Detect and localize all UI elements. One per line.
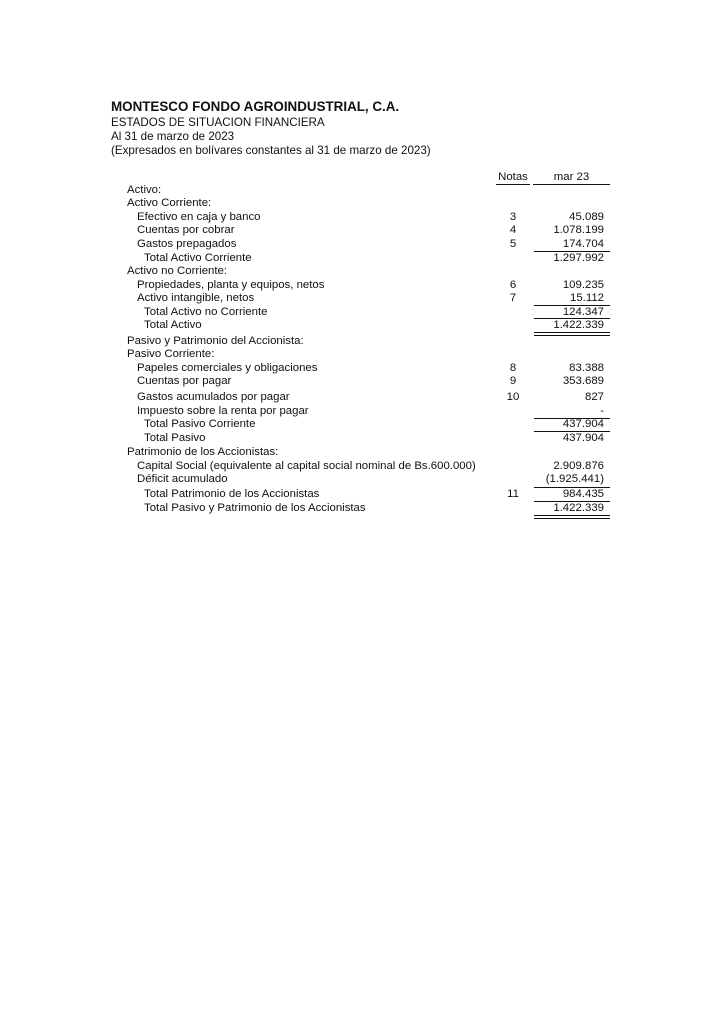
row-value: 437.904 [562, 418, 604, 430]
row-value: 124.347 [562, 306, 604, 318]
row-value: 83.388 [569, 362, 604, 374]
row-note: 10 [506, 391, 520, 403]
table-row [0, 278, 724, 292]
row-value: (1.925.441) [545, 473, 604, 485]
section-heading-pasivo-patrimonio [0, 334, 724, 348]
row-value: 1.422.339 [553, 502, 604, 514]
table-row [0, 472, 724, 486]
row-note: 11 [507, 488, 519, 500]
row-label: Gastos prepagados [137, 238, 237, 250]
total-row-pasivo [0, 431, 724, 445]
table-row [0, 390, 724, 404]
column-header-notes: Notas [496, 170, 530, 185]
total-row-patrimonio [0, 487, 724, 501]
row-note: 8 [509, 362, 517, 374]
row-value: 45.089 [569, 211, 604, 223]
row-value: 109.235 [562, 279, 604, 291]
row-label: Papeles comerciales y obligaciones [137, 362, 318, 374]
table-row [0, 223, 724, 237]
row-label: Cuentas por pagar [137, 375, 232, 387]
row-label: Total Patrimonio de los Accionistas [144, 488, 320, 500]
row-label: Total Activo Corriente [144, 252, 252, 264]
row-value: 353.689 [562, 375, 604, 387]
section-heading-activo [0, 183, 724, 197]
row-label: Gastos acumulados por pagar [137, 391, 290, 403]
row-value: 437.904 [562, 432, 604, 444]
row-label: Capital Social (equivalente al capital social nominal de Bs.600.000) [137, 460, 476, 472]
total-row-activo-corriente [0, 251, 724, 265]
statement-title: ESTADOS DE SITUACION FINANCIERA [111, 116, 325, 129]
subsection-heading-activo-no-corriente [0, 264, 724, 278]
row-value: 2.909.876 [553, 460, 604, 472]
row-label: Activo: [127, 184, 162, 196]
row-label: Cuentas por cobrar [137, 224, 235, 236]
row-label: Propiedades, planta y equipos, netos [137, 279, 325, 291]
table-row [0, 404, 724, 418]
statement-date: Al 31 de marzo de 2023 [111, 130, 235, 143]
row-note: 3 [509, 211, 517, 223]
row-label: Pasivo y Patrimonio del Accionista: [127, 335, 304, 347]
row-label: Déficit acumulado [137, 473, 228, 485]
row-value: - [600, 405, 604, 417]
row-value: 1.297.992 [553, 252, 604, 264]
row-value: 15.112 [570, 292, 604, 304]
total-row-pasivo-corriente [0, 417, 724, 431]
row-note: 7 [509, 292, 517, 304]
row-value: 984.435 [562, 488, 604, 500]
table-row [0, 291, 724, 305]
row-note: 9 [509, 375, 517, 387]
row-label: Impuesto sobre la renta por pagar [137, 405, 309, 417]
row-value: 1.422.339 [553, 319, 604, 331]
row-note: 5 [509, 238, 517, 250]
row-label: Pasivo Corriente: [127, 348, 215, 360]
total-row-pasivo-patrimonio [0, 501, 724, 515]
company-name: MONTESCO FONDO AGROINDUSTRIAL, C.A. [111, 99, 400, 114]
row-value: 174.704 [562, 238, 604, 250]
table-row [0, 210, 724, 224]
row-value: 1.078.199 [553, 224, 604, 236]
table-row [0, 459, 724, 473]
column-header-period: mar 23 [533, 170, 610, 185]
total-row-activo [0, 318, 724, 332]
section-heading-patrimonio [0, 445, 724, 459]
row-label: Activo no Corriente: [127, 265, 228, 277]
row-label: Total Pasivo y Patrimonio de los Accionistas [144, 502, 366, 514]
row-label: Patrimonio de los Accionistas: [127, 446, 279, 458]
row-note: 4 [509, 224, 517, 236]
row-label: Activo Corriente: [127, 197, 212, 209]
table-row [0, 374, 724, 388]
row-label: Total Activo [144, 319, 202, 331]
row-label: Efectivo en caja y banco [137, 211, 261, 223]
total-row-activo-no-corriente [0, 305, 724, 319]
subsection-heading-pasivo-corriente [0, 347, 724, 361]
currency-note: (Expresados en bolívares constantes al 31 de marzo de 2023) [111, 144, 431, 157]
table-row [0, 361, 724, 375]
grand-total-double-rule [534, 515, 610, 519]
row-label: Total Activo no Corriente [144, 306, 268, 318]
row-label: Total Pasivo Corriente [144, 418, 256, 430]
subsection-heading-activo-corriente [0, 196, 724, 210]
row-label: Total Pasivo [144, 432, 206, 444]
table-row [0, 237, 724, 251]
row-note: 6 [509, 279, 517, 291]
row-value: 827 [584, 391, 604, 403]
row-label: Activo intangible, netos [137, 292, 255, 304]
